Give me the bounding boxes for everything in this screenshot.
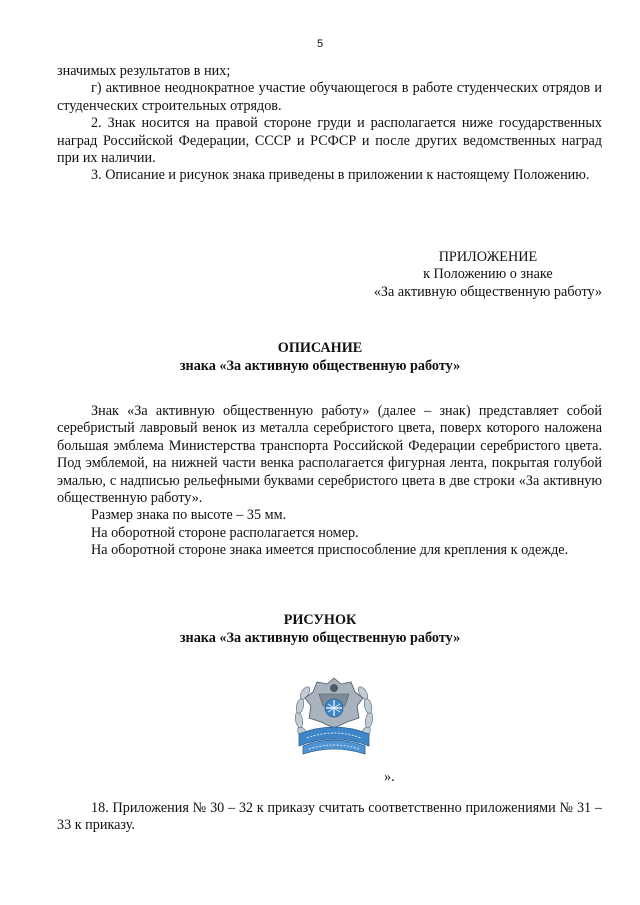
- appendix-subtitle: к Положению о знаке: [423, 266, 553, 283]
- drawing-heading: [0, 611, 640, 647]
- text-paragraph: На оборотной стороне знака имеется приспособление для крепления к одежде.: [91, 542, 569, 559]
- badge-emblem-image: [293, 672, 375, 762]
- text-paragraph: 3. Описание и рисунок знака приведены в приложении к настоящему Положению.: [91, 167, 590, 184]
- text-paragraph: 18. Приложения № 30 – 32 к приказу считать соответственно приложениями № 31 – 33 к приказу.: [57, 800, 602, 834]
- description-heading: [0, 339, 640, 375]
- appendix-title: ПРИЛОЖЕНИЕ: [438, 249, 538, 265]
- section-regulation-text: [57, 63, 602, 185]
- text-paragraph: Знак «За активную общественную работу» (далее – знак) представляет собой серебристый лавровый венок из металла серебристого цвета, поверх которого наложена большая эмблема Министерства транспорта Российской Федерации серебристого цвета. Под эмблемой, на нижней части венка располагается фигурная лента, покрытая голубой эмалью, с надписью рельефными буквами серебристого цвета в две строки «За активную общественную работу».: [57, 403, 602, 507]
- text-line: значимых результатов в них;: [57, 63, 231, 79]
- eagle-emblem-icon: [305, 678, 363, 728]
- text-paragraph: На оборотной стороне располагается номер.: [91, 524, 359, 541]
- description-subtitle: знака «За активную общественную работу»: [179, 358, 461, 374]
- drawing-title: РИСУНОК: [283, 612, 357, 628]
- text-paragraph: 2. Знак носится на правой стороне груди и располагается ниже государственных наград Российской Федерации, СССР и РСФСР и после других ведомственных наград при их наличии.: [57, 115, 602, 167]
- drawing-subtitle: знака «За активную общественную работу»: [179, 630, 461, 646]
- description-title: ОПИСАНИЕ: [277, 340, 363, 356]
- closing-quote: ».: [384, 769, 395, 785]
- appendix-header: [374, 249, 602, 301]
- final-clause: [57, 800, 602, 835]
- page-number: 5: [316, 38, 324, 50]
- text-paragraph: г) активное неоднократное участие обучающегося в работе студенческих отрядов и студенческих строительных отрядов.: [57, 80, 602, 114]
- description-text: [57, 403, 602, 560]
- ribbon-icon: [299, 727, 369, 754]
- appendix-badge-name: «За активную общественную работу»: [373, 283, 602, 300]
- text-paragraph: Размер знака по высоте – 35 мм.: [91, 507, 287, 524]
